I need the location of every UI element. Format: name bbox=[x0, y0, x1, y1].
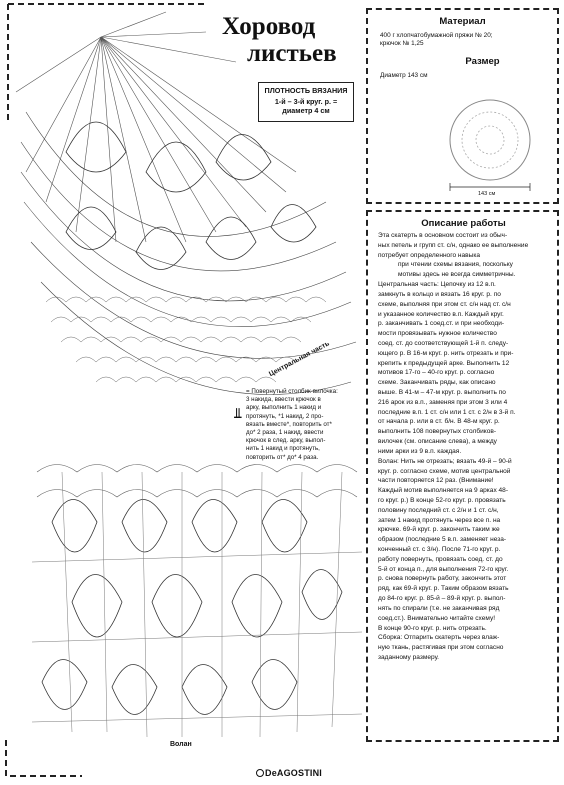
description-line: нять по спирали (т.е. не заканчивая ряд bbox=[378, 604, 500, 612]
density-heading: ПЛОТНОСТЬ ВЯЗАНИЯ bbox=[264, 86, 348, 95]
description-line: мотивы здесь не всегда симметричны. bbox=[398, 271, 516, 279]
description-line: при чтении схемы вязания, поскольку bbox=[398, 261, 513, 269]
description-line: р. заканчивать 1 соед.ст. и при необходи- bbox=[378, 320, 505, 328]
volan-label: Волан bbox=[170, 741, 192, 748]
description-line: и указанное количество в.п. Каждый круг. bbox=[378, 310, 504, 318]
description-line: соед.ст.). Внимательно читайте схему! bbox=[378, 614, 496, 622]
page-title bbox=[222, 14, 357, 66]
legend-line: = Повернутый столбик-вилочка: bbox=[246, 388, 338, 395]
description-line: схеме, выполняя при этом ст. с/н над ст. с/н bbox=[378, 300, 511, 308]
description-line: ряд, как 69-й круг. р. Таким образом вязать bbox=[378, 585, 509, 593]
description-line: последние в.п. 1 ст. с/н или 1 ст. с 2/н в 3-й п. bbox=[378, 408, 516, 416]
description-line: 216 арок из в.п., заменяя при этом 3 или 4 bbox=[378, 398, 508, 406]
volan-diagram bbox=[32, 452, 362, 752]
size-dimension-label: 143 см bbox=[478, 191, 496, 197]
material-heading: Материал bbox=[439, 16, 486, 27]
density-line-2: диаметр 4 см bbox=[282, 106, 330, 115]
legend-line: до* 2 раза, 1 накид, ввести bbox=[246, 428, 324, 436]
bottom-left-frame-corner bbox=[4, 740, 84, 780]
description-line: мотивов 17-го – 40-го круг. р. согласно bbox=[378, 369, 495, 377]
legend-line: 3 накида, ввести крючок в bbox=[246, 396, 321, 404]
material-size-box bbox=[366, 8, 559, 204]
material-text-1: 400 г хлопчатобумажной пряжи № 20; bbox=[380, 32, 493, 39]
description-box bbox=[366, 210, 559, 742]
description-line: ними арки из 9 в.п. каждая. bbox=[378, 447, 462, 455]
description-line: Волан: Нить не отрезать; вязать 49-й – 90-й bbox=[378, 457, 512, 465]
legend-line: протянуть, *1 накид, 2 про- bbox=[246, 412, 324, 420]
description-line: затем 1 накид протянуть через все п. на bbox=[378, 516, 501, 524]
legend-line: нить 1 накид и протянуть, bbox=[246, 445, 320, 453]
title-line-2: листьев bbox=[247, 40, 337, 67]
description-line: выполнить 108 повернутых столбиков- bbox=[378, 428, 497, 436]
description-line: замкнуть в кольцо и вязать 16 круг. р. по bbox=[378, 290, 501, 298]
description-line: от начала р. или в ст. б/н. В 48-м круг. р. bbox=[378, 418, 500, 426]
description-line: до 84-го круг. р. 85-й – 89-й круг. р. выпол- bbox=[378, 595, 506, 603]
description-line: крючке. 69-й круг. р. закончить таким же bbox=[378, 526, 500, 534]
publisher-name: DeAGOSTINI bbox=[265, 768, 323, 778]
publisher-logo bbox=[256, 768, 322, 778]
description-line: Центральная часть: Цепочку из 12 в.п. bbox=[378, 281, 496, 289]
description-heading: Описание работы bbox=[421, 218, 506, 229]
description-line: потребует определенного навыка bbox=[378, 251, 480, 259]
description-line: В конце 90-го круг. р. нить отрезать. bbox=[378, 624, 487, 632]
description-line: ных петель и групп ст. с/н, однако ее выполнение bbox=[378, 241, 529, 249]
description-line: мости провязывать нужное количество bbox=[378, 330, 497, 338]
description-line: крепить к предыдущей арке. Выполнить 12 bbox=[378, 359, 510, 367]
legend-symbol-icon: ⫫ bbox=[234, 405, 242, 421]
description-line: круг. р. согласно схеме, мотив центральной bbox=[378, 467, 511, 475]
description-line: 5-й от конца п., для выполнения 72-го круг. bbox=[378, 565, 509, 573]
legend-note bbox=[246, 388, 364, 462]
legend-line: вязать вместе*, повторить от* bbox=[246, 420, 332, 428]
material-text-2: крючок № 1,25 bbox=[380, 40, 424, 47]
title-line-1: Хоровод bbox=[222, 13, 316, 40]
description-text bbox=[378, 231, 549, 663]
description-line: заданному размеру. bbox=[378, 653, 439, 661]
description-line: схеме. Заканчивать ряды, как описано bbox=[378, 379, 496, 387]
description-line: ющего р. В 16-м круг. р. нить отрезать и при- bbox=[378, 349, 514, 357]
description-line: Каждый мотив выполняется на 9 арках 48- bbox=[378, 487, 509, 495]
publisher-logo-icon bbox=[256, 769, 264, 777]
description-line: вилочек (см. описание слева), а между bbox=[378, 438, 497, 446]
density-line-1: 1-й – 3-й круг. р. = bbox=[274, 97, 338, 106]
description-line: части повторяется 12 раз. (Внимание! bbox=[378, 477, 494, 485]
description-line: выше. В 41-м – 47-м круг. р. выполнить по bbox=[378, 389, 506, 396]
description-line: Эта скатерть в основном состоит из обыч- bbox=[378, 232, 508, 239]
description-line: р. снова повернуть работу, закончить этот bbox=[378, 575, 507, 583]
legend-line: крючок в след. арку, выпол- bbox=[246, 437, 326, 445]
description-line: работу повернуть, провязать соед. ст. до bbox=[378, 555, 503, 563]
size-text: Диаметр 143 см bbox=[380, 72, 428, 79]
center-part-label: Центральная часть bbox=[268, 340, 331, 379]
size-heading: Размер bbox=[465, 56, 500, 67]
description-line: го круг. р.) В конце 52-го круг. р. провязать bbox=[378, 496, 506, 504]
legend-line: арку, выполнить 1 накид и bbox=[246, 404, 322, 412]
description-line: Сборка: Отпарить скатерть через влаж- bbox=[378, 634, 500, 642]
description-line: конченный ст. с 3/н). После 71-го круг. р. bbox=[378, 546, 501, 553]
description-line: половину последний ст. с 2/н и 1 ст. с/н, bbox=[378, 506, 499, 514]
legend-line: повторить от* до* 4 раза. bbox=[246, 453, 319, 461]
density-box bbox=[258, 82, 354, 122]
description-line: ную ткань, растягивая при этом согласно bbox=[378, 644, 504, 652]
description-line: образом (последние 5 в.п. заменяет неза- bbox=[378, 536, 507, 544]
description-line: соед. ст. до соответствующей 1-й п. следу- bbox=[378, 339, 509, 347]
tablecloth-thumbnail bbox=[440, 95, 550, 195]
volan-chart-frame bbox=[32, 452, 362, 752]
